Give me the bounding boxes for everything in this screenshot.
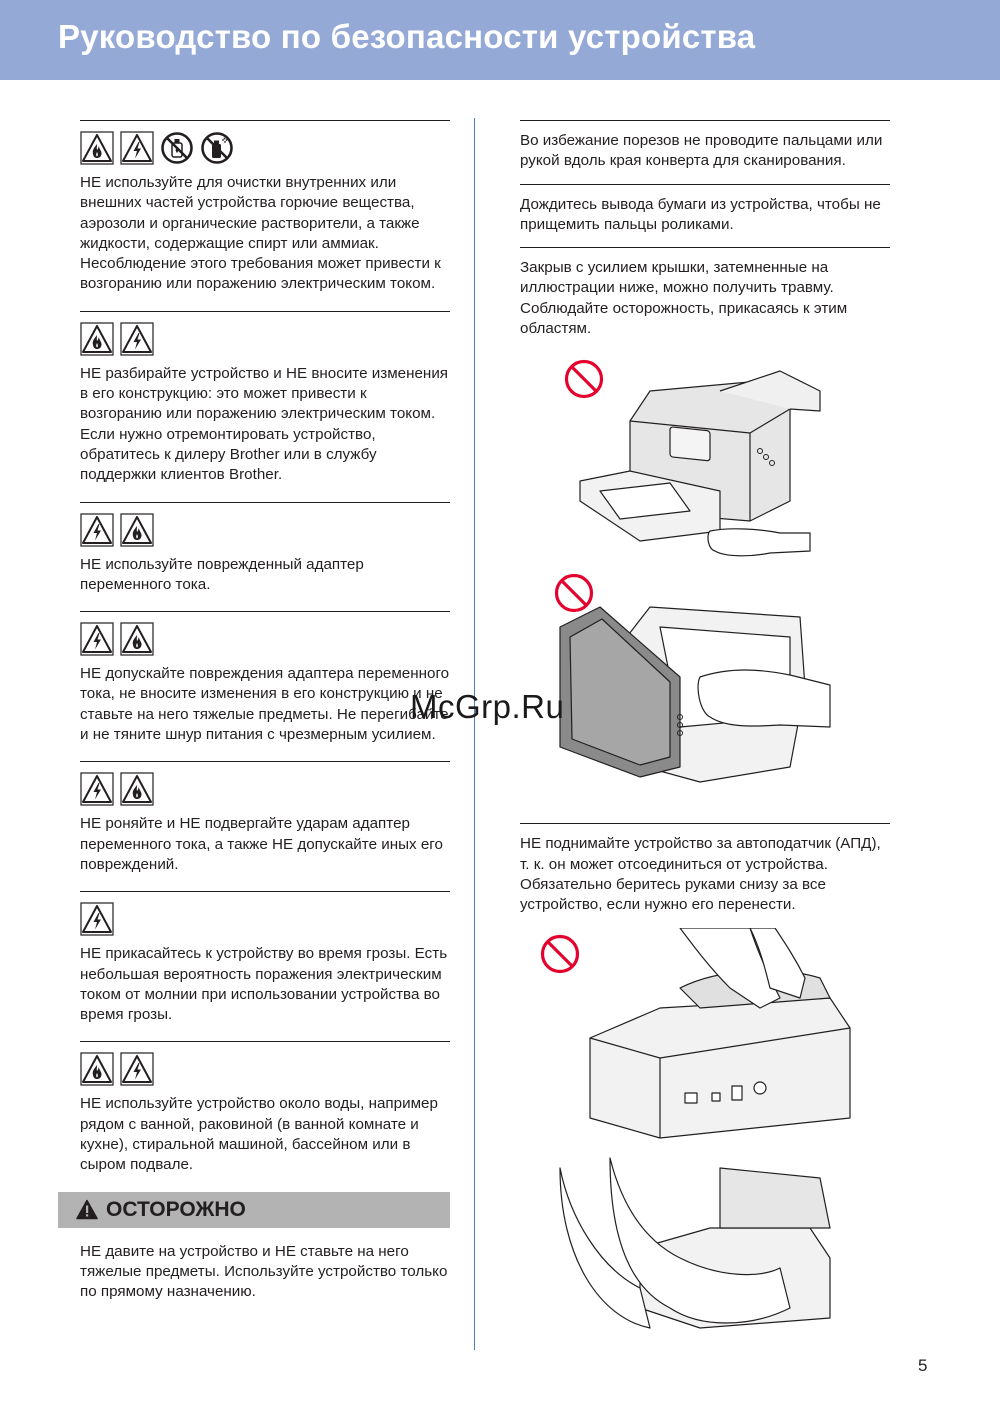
warning-section-cleaning (80, 121, 450, 311)
prohibition-icon (557, 576, 592, 611)
fire-warning-icon (80, 322, 114, 356)
warning-text: НЕ разбирайте устройство и НЕ вносите изменения в его конструкцию: это может привести к возгоранию или поражению электрическим током. Если нужно отремонтировать устройство, обратитесь к дилеру Brother или в службу поддержки клиентов Brother. (80, 364, 449, 484)
electric-shock-warning-icon (80, 622, 114, 656)
fire-warning-icon (120, 513, 154, 547)
fire-warning-icon (80, 131, 114, 165)
electric-shock-warning-icon (80, 772, 114, 806)
prohibition-icon (567, 362, 602, 397)
electric-shock-warning-icon (80, 902, 114, 936)
prohibition-icon (543, 936, 578, 971)
warning-text: НЕ роняйте и НЕ подвергайте ударам адаптер переменного тока, а также НЕ допускайте иных его повреждений. (80, 815, 443, 873)
electric-shock-warning-icon (120, 1052, 154, 1086)
caution-text-lifting: НЕ поднимайте устройство за автоподатчик (АПД), т. к. он может отсоединиться от устройства. Обязательно беритесь руками снизу за все устройство, если нужно его перенести. (520, 835, 881, 914)
warning-icons (80, 121, 450, 173)
caution-text-envelope: Во избежание порезов не проводите пальцами или рукой вдоль края конверта для сканирования. (520, 132, 883, 170)
warning-icons (80, 503, 450, 555)
warning-text: НЕ используйте для очистки внутренних или внешних частей устройства горючие вещества, аэрозоли и органические растворители, а также жидкости, содержащие спирт или аммиак. Несоблюдение этого требования может привести к возгоранию или поражению электрическим током. (80, 174, 441, 293)
warning-section-thunderstorm (80, 892, 450, 1041)
electric-shock-warning-icon (80, 513, 114, 547)
warning-section-adapter-drop (80, 762, 450, 891)
warning-section-water (80, 1042, 450, 1183)
warning-icons (80, 312, 450, 364)
warning-section-damaged-adapter (80, 503, 450, 612)
warning-icons (80, 892, 450, 944)
warning-section-disassembly (80, 312, 450, 502)
caution-triangle-icon (76, 1199, 98, 1220)
caution-banner (58, 1192, 450, 1228)
caution-text-covers: Закрыв с усилием крышки, затемненные на иллюстрации ниже, можно получить травму. Соблюдайте осторожность, прикасаясь к этим областям. (520, 259, 848, 338)
scanner-open-cover-illustration (520, 567, 890, 817)
page-title: Руководство по безопасности устройства (58, 18, 756, 55)
warning-section-adapter-modification (80, 612, 450, 761)
page-number: 5 (918, 1356, 928, 1375)
warning-text: НЕ используйте устройство около воды, например рядом с ванной, раковиной (в ванной комнате и кухне), стиральной машиной, бассейном или в сыром подвале. (80, 1095, 438, 1174)
watermark: McGrp.Ru (410, 688, 565, 725)
warning-icons (80, 612, 450, 664)
electric-shock-warning-icon (120, 322, 154, 356)
no-aerosol-icon (200, 131, 234, 165)
fire-warning-icon (80, 1052, 114, 1086)
electric-shock-warning-icon (120, 131, 154, 165)
scanner-output-tray-illustration (520, 351, 890, 561)
column-divider (474, 118, 475, 1350)
scanner-lifting-illustration (520, 928, 890, 1348)
right-column (520, 120, 890, 1348)
fire-warning-icon (120, 622, 154, 656)
no-flammable-spray-icon (160, 131, 194, 165)
warning-icons (80, 762, 450, 814)
caution-text-rollers: Дождитесь вывода бумаги из устройства, чтобы не прищемить пальцы роликами. (520, 195, 881, 233)
left-column (80, 120, 450, 1303)
warning-icons (80, 1042, 450, 1094)
caution-text: НЕ давите на устройство и НЕ ставьте на него тяжелые предметы. Используйте устройство только по прямому назначению. (80, 1242, 448, 1301)
warning-text: НЕ используйте поврежденный адаптер переменного тока. (80, 555, 364, 593)
caution-label: ОСТОРОЖНО (106, 1197, 246, 1221)
warning-text: НЕ прикасайтесь к устройству во время грозы. Есть небольшая вероятность поражения электрическим током от молнии при использовании устройства во время грозы. (80, 945, 448, 1024)
warning-text: НЕ допускайте повреждения адаптера переменного тока, не вносите изменения в его конструкцию и не ставьте на него тяжелые предметы. Не перегибайте и не тяните шнур питания с чрезмерным усилием. (80, 665, 450, 744)
fire-warning-icon (120, 772, 154, 806)
